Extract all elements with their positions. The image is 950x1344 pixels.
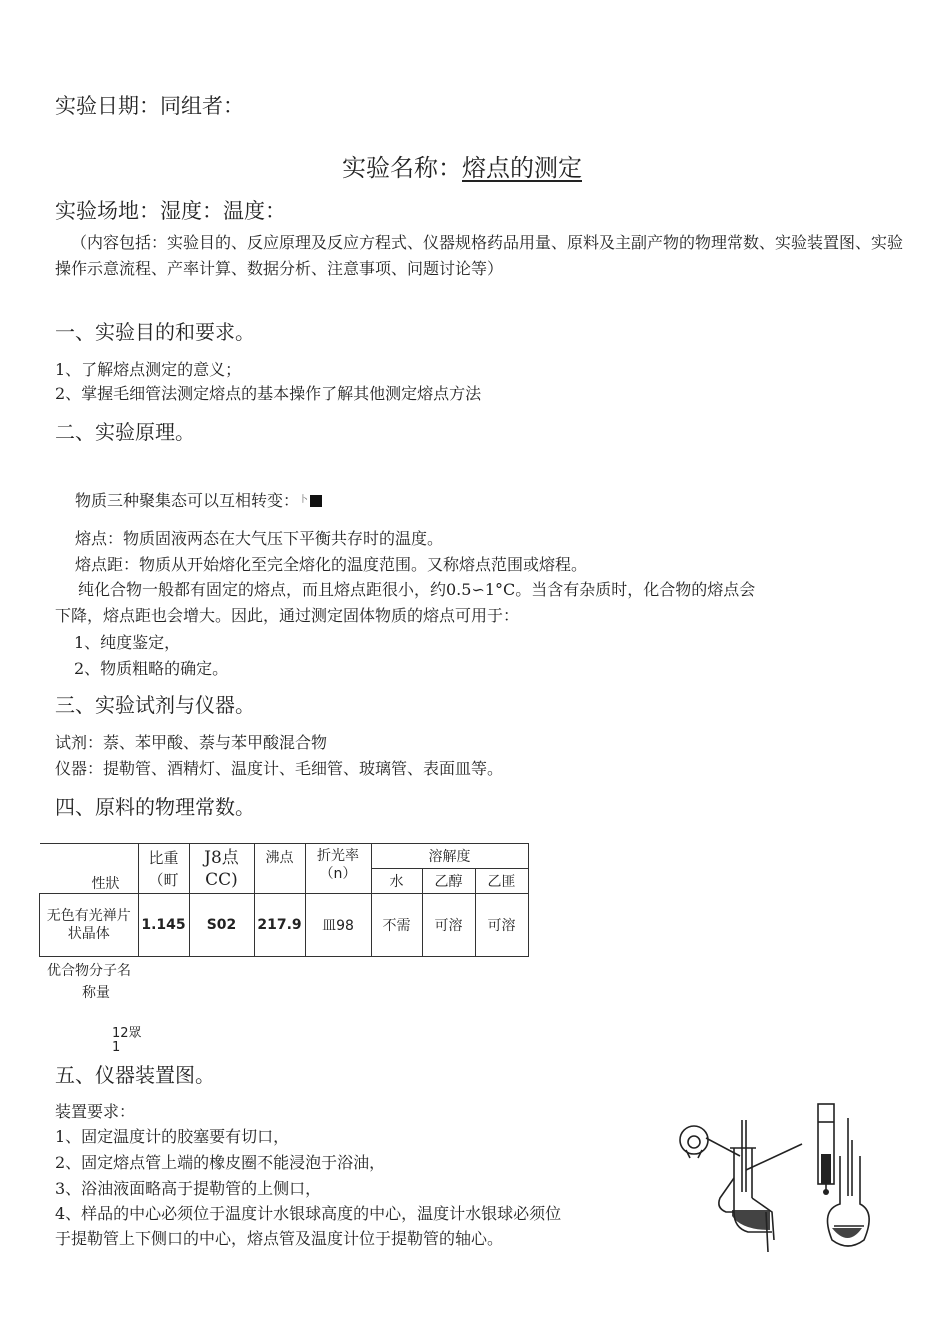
- requirements-title: 装置要求：: [55, 1102, 136, 1121]
- cell-shape: 无色有光禅片状晶体: [40, 894, 139, 957]
- section3-heading: 三、实验试剂与仪器。: [55, 693, 255, 717]
- section2-heading: 二、实验原理。: [55, 420, 195, 444]
- use-item-2: 2、物质粗略的确定。: [74, 659, 229, 678]
- requirement-3: 3、浴油液面略高于提勒管的上侧口，: [55, 1179, 322, 1198]
- header-ethanol: 乙醇: [422, 869, 475, 894]
- section4-heading: 四、原料的物理常数。: [55, 795, 255, 819]
- title-name: 熔点的测定: [462, 154, 582, 182]
- header-ether: 乙匪: [475, 869, 528, 894]
- melting-point-definition: 熔点：物质固液两态在大气压下平衡共存时的温度。: [75, 529, 444, 548]
- cell-melting-point: S02: [189, 894, 254, 957]
- physical-constants-table: [39, 843, 529, 957]
- header-melting-point: J8点 CC): [189, 844, 254, 894]
- header-density: 比重 （町: [138, 844, 189, 894]
- melting-range-definition: 熔点距：物质从开始熔化至完全熔化的温度范围。又称熔点范围或熔程。: [75, 555, 588, 574]
- pure-compound-line-2: 下降，熔点距也会增大。因此，通过测定固体物质的熔点可用于：: [55, 606, 520, 625]
- header-solubility: 溶解度: [371, 844, 528, 869]
- cell-water: 不需: [371, 894, 422, 957]
- section1-item-1: 1、了解熔点测定的意义；: [55, 360, 242, 379]
- section1-item-2: 2、掌握毛细管法测定熔点的基本操作了解其他测定熔点方法: [55, 384, 482, 403]
- instruments-line: 仪器：提勒管、酒精灯、温度计、毛细管、玻璃管、表面皿等。: [55, 759, 504, 778]
- phase-diagram-placeholder-icon: [310, 495, 322, 507]
- below-table-label-1: 优合物分子名: [47, 963, 131, 979]
- header-water: 水: [371, 869, 422, 894]
- section1-heading: 一、实验目的和要求。: [55, 320, 255, 344]
- molecular-weight-1: 12眾: [112, 1026, 142, 1041]
- requirement-5: 于提勒管上下侧口的中心，熔点管及温度计位于提勒管的轴心。: [55, 1229, 504, 1248]
- section5-heading: 五、仪器装置图。: [55, 1063, 215, 1087]
- page-title: [342, 148, 582, 183]
- site-humidity-temp-line: 实验场地：湿度：温度：: [55, 199, 286, 223]
- cell-boiling-point: 217.9: [254, 894, 305, 957]
- requirement-4: 4、样品的中心必须位于温度计水银球高度的中心，温度计水银球必须位: [55, 1204, 562, 1223]
- cell-refractive-index: 皿98: [305, 894, 371, 957]
- thiele-tube-apparatus-illustration: [672, 1100, 887, 1255]
- states-text: 物质三种聚集态可以互相转变：: [75, 491, 300, 510]
- requirement-1: 1、固定温度计的胶塞要有切口，: [55, 1127, 290, 1146]
- states-mark: 卜: [299, 495, 309, 505]
- header-shape: 性狀: [40, 844, 139, 894]
- below-table-label-2: 称量: [82, 985, 110, 1001]
- header-boiling-point: 沸点: [254, 844, 305, 894]
- use-item-1: 1、纯度鉴定，: [74, 633, 181, 652]
- pure-compound-line-1: 纯化合物一般都有固定的熔点，而且熔点距很小，约0.5∽1°C。当含有杂质时，化合物的熔点会: [78, 580, 756, 599]
- cell-density: 1.145: [138, 894, 189, 957]
- content-note: （内容包括：实验目的、反应原理及反应方程式、仪器规格药品用量、原料及主副产物的物理常数、实验装置图、实验操作示意流程、产率计算、数据分析、注意事项、问题讨论等）: [55, 233, 904, 278]
- requirement-2: 2、固定熔点管上端的橡皮圈不能浸泡于浴油，: [55, 1153, 386, 1172]
- molecular-weight-2: 1: [112, 1040, 121, 1055]
- header-refractive-index: 折光率 （n）: [305, 844, 371, 894]
- date-partner-line: 实验日期：同组者：: [55, 94, 244, 118]
- reagents-line: 试剂：萘、苯甲酸、萘与苯甲酸混合物: [55, 733, 328, 752]
- cell-ether: 可溶: [475, 894, 528, 957]
- states-line: [75, 488, 322, 511]
- title-prefix: 实验名称：: [342, 154, 462, 182]
- cell-ethanol: 可溶: [422, 894, 475, 957]
